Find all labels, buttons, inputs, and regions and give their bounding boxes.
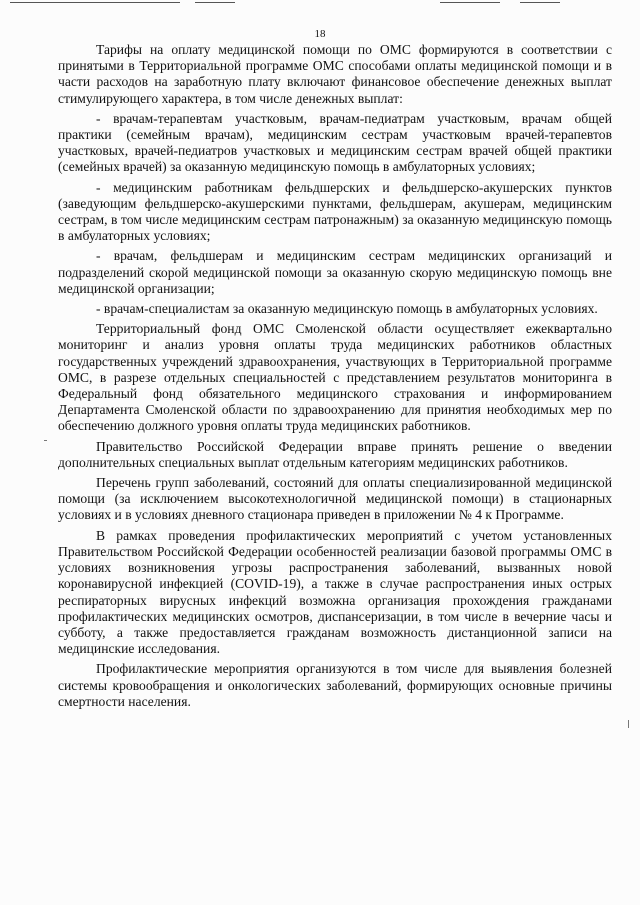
list-item-emergency: - врачам, фельдшерам и медицинским сестрам медицинских организаций и подразделений скорой медицинской помощи за оказанную скорую медицинскую помощь вне медицинской организации;	[58, 248, 612, 296]
paragraph-disease-groups: Перечень групп заболеваний, состояний для оплаты специализированной медицинской помощи (за исключением высокотехнологичной медицинской помощи) в стационарных условиях и в условиях дневного стационара приведен в приложении № 4 к Программе.	[58, 475, 612, 523]
document-body	[58, 42, 612, 714]
list-item-feldsher-points: - медицинским работникам фельдшерских и фельдшерско-акушерских пунктов (заведующим фельдшерско-акушерскими пунктами, фельдшерам, акушерам, медицинским сестрам, в том числе медицинским сестрам патронажным) за оказанную медицинскую помощь в амбулаторных условиях;	[58, 179, 612, 244]
paragraph-prevention-goals: Профилактические мероприятия организуются в том числе для выявления болезней системы кровообращения и онкологических заболеваний, формирующих основные причины смертности населения.	[58, 661, 612, 709]
scan-speck	[628, 720, 629, 728]
top-rule-mid	[195, 2, 235, 3]
paragraph-tariffs: Тарифы на оплату медицинской помощи по ОМС формируются в соответствии с принятыми в Территориальной программе ОМС способами оплаты медицинской помощи и в части расходов на заработную плату включают финансовое обеспечение денежных выплат стимулирующего характера, в том числе денежных выплат:	[58, 42, 612, 106]
page-number: 18	[314, 28, 326, 40]
list-item-specialists: - врачам-специалистам за оказанную медицинскую помощь в амбулаторных условиях.	[96, 301, 598, 317]
top-rule-left	[10, 2, 180, 3]
paragraph-government: Правительство Российской Федерации вправе принять решение о введении дополнительных специальных выплат отдельным категориям медицинских работников.	[58, 438, 612, 470]
top-rule-right2	[520, 2, 560, 3]
scan-speck	[44, 440, 47, 441]
paragraph-prevention-covid: В рамках проведения профилактических мероприятий с учетом установленных Правительством Российской Федерации особенностей реализации базовой программы ОМС в условиях возникновения угрозы распространения заболеваний, вызванных новой коронавирусной инфекцией (COVID-19), а также в случае распространения иных острых респираторных вирусных инфекций возможна организация прохождения гражданами профилактических медицинских осмотров, диспансеризации, в том числе в вечерние часы и субботу, а также предоставляется гражданам возможность дистанционной записи на медицинские исследования.	[58, 527, 612, 657]
paragraph-monitoring: Территориальный фонд ОМС Смоленской области осуществляет ежеквартально мониторинг и анализ уровня оплаты труда медицинских работников областных государственных учреждений здравоохранения, участвующих в Территориальной программе ОМС, в разрезе отдельных специальностей с представлением результатов мониторинга в Федеральный фонд обязательного медицинского страхования и информированием Департамента Смоленской области по здравоохранению для принятия необходимых мер по обеспечению должного уровня оплаты труда медицинских работников.	[58, 321, 612, 434]
list-item-therapists: - врачам-терапевтам участковым, врачам-педиатрам участковым, врачам общей практики (семейным врачам), медицинским сестрам участковым врачей-терапевтов участковых, врачей-педиатров участковых и медицинским сестрам врачей общей практики (семейных врачей) за оказанную медицинскую помощь в амбулаторных условиях;	[58, 110, 612, 175]
top-rule-right	[440, 2, 500, 3]
